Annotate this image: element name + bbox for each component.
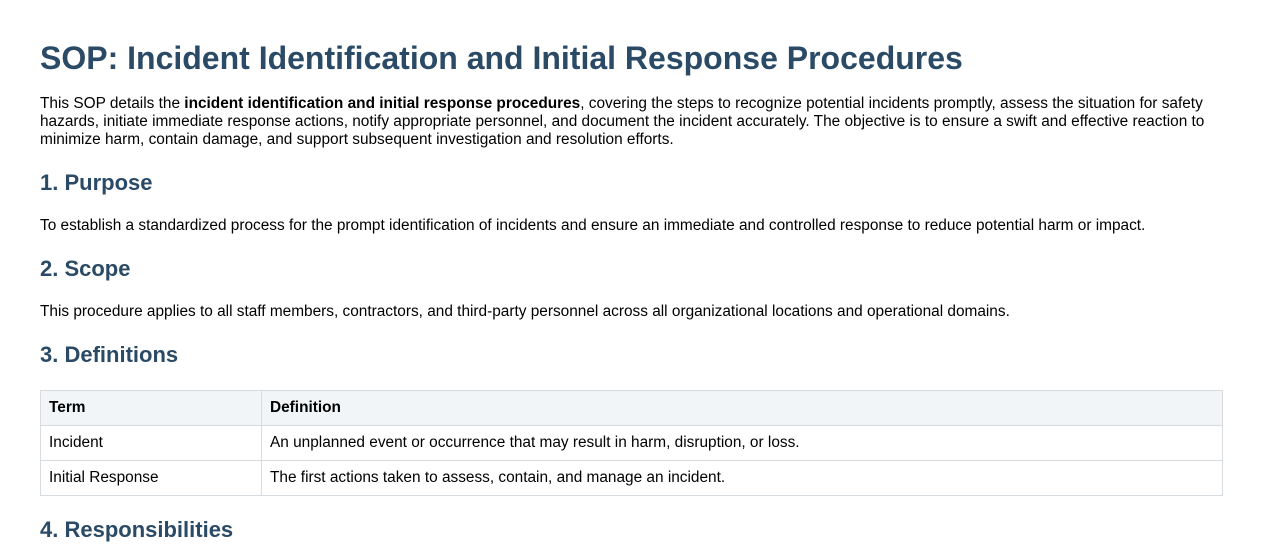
- scope-heading: 2. Scope: [40, 256, 131, 281]
- definition-cell: The first actions taken to assess, contain, and manage an incident.: [262, 461, 1223, 496]
- column-header-definition: Definition: [262, 391, 1223, 426]
- intro-bold: incident identification and initial response procedures: [184, 95, 581, 112]
- intro-paragraph: [40, 95, 1223, 149]
- column-header-term: Term: [41, 391, 262, 426]
- term-cell: Incident: [41, 426, 262, 461]
- purpose-text: To establish a standardized process for the prompt identification of incidents and ensure an immediate and controlled response to reduce potential harm or impact.: [40, 217, 1146, 234]
- page-title: SOP: Incident Identification and Initial Response Procedures: [40, 40, 963, 76]
- table-header-row: [41, 391, 1223, 426]
- scope-text: This procedure applies to all staff members, contractors, and third-party personnel across all organizational locations and operational domains.: [40, 303, 1010, 320]
- definition-cell: An unplanned event or occurrence that may result in harm, disruption, or loss.: [262, 426, 1223, 461]
- intro-suffix: , covering the steps to recognize potential incidents promptly, assess the situation for safety hazards, initiate immediate response actions, notify appropriate personnel, and document the incident accurately. The objective is to ensure a swift and effective reaction to minimize harm, contain damage, and support subsequent investigation and resolution efforts.: [40, 95, 1205, 148]
- table-row: [41, 426, 1223, 461]
- responsibilities-heading: 4. Responsibilities: [40, 517, 234, 542]
- purpose-heading: 1. Purpose: [40, 170, 153, 195]
- table-row: [41, 461, 1223, 496]
- definitions-table: [40, 390, 1223, 496]
- definitions-heading: 3. Definitions: [40, 342, 179, 367]
- intro-prefix: This SOP details the: [40, 95, 185, 112]
- term-cell: Initial Response: [41, 461, 262, 496]
